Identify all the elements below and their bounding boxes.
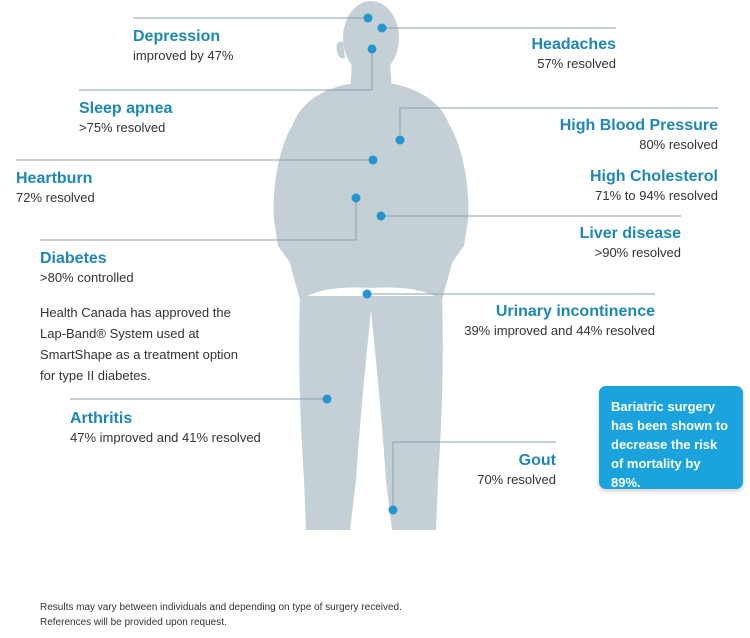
- heartburn-title: Heartburn: [16, 170, 93, 187]
- dot-high-blood-pressure: [396, 136, 405, 145]
- high-blood-pressure-title: High Blood Pressure: [559, 117, 718, 134]
- gout-detail: 70% resolved: [477, 472, 556, 487]
- gout-title: Gout: [518, 452, 556, 469]
- urinary-incontinence-detail: 39% improved and 44% resolved: [464, 323, 655, 338]
- dot-urinary-incontinence: [363, 290, 372, 299]
- label-arthritis: [70, 409, 261, 447]
- silhouette-legs: [299, 296, 443, 530]
- dot-depression: [364, 14, 373, 23]
- label-sleep-apnea: [79, 99, 172, 137]
- mortality-callout: Bariatric surgery has been shown to decrease the risk of mortality by 89%.: [599, 386, 743, 489]
- label-heartburn: [16, 169, 95, 207]
- dot-sleep-apnea: [368, 45, 377, 54]
- dot-gout: [389, 506, 398, 515]
- liver-disease-title: Liver disease: [579, 225, 681, 242]
- heartburn-detail: 72% resolved: [16, 190, 95, 205]
- high-blood-pressure-detail: 80% resolved: [639, 137, 718, 152]
- high-cholesterol-detail: 71% to 94% resolved: [595, 188, 718, 203]
- dot-arthritis: [323, 395, 332, 404]
- headaches-detail: 57% resolved: [537, 56, 616, 71]
- dot-heartburn: [369, 156, 378, 165]
- high-cholesterol-title: High Cholesterol: [589, 168, 718, 185]
- footer-line-2: References will be provided upon request.: [40, 617, 227, 628]
- footer-disclaimer: [40, 600, 402, 630]
- depression-detail: improved by 47%: [133, 48, 234, 63]
- diabetes-detail: >80% controlled: [40, 270, 134, 285]
- liver-disease-detail: >90% resolved: [594, 245, 681, 260]
- headaches-title: Headaches: [531, 36, 616, 53]
- label-depression: [133, 27, 233, 65]
- dot-liver-disease: [377, 212, 386, 221]
- diabetes-note: Health Canada has approved the Lap-Band® System used at SmartShape as a treatment option for type II diabetes.: [40, 305, 239, 383]
- human-silhouette: [274, 1, 469, 530]
- label-gout: [477, 451, 556, 489]
- urinary-incontinence-title: Urinary incontinence: [495, 303, 655, 320]
- sleep-apnea-title: Sleep apnea: [79, 100, 173, 117]
- arthritis-title: Arthritis: [70, 410, 133, 427]
- dot-headaches: [378, 24, 387, 33]
- silhouette-torso: [283, 84, 460, 300]
- arthritis-detail: 47% improved and 41% resolved: [70, 430, 261, 445]
- sleep-apnea-detail: >75% resolved: [79, 120, 166, 135]
- depression-title: Depression: [133, 28, 221, 45]
- label-liver-disease: [580, 224, 681, 262]
- label-high-blood-pressure: [560, 116, 718, 154]
- dot-diabetes: [352, 194, 361, 203]
- label-urinary-incontinence: [464, 302, 655, 340]
- footer-line-1: Results may vary between individuals and depending on type of surgery received.: [40, 602, 402, 613]
- label-high-cholesterol: [590, 167, 718, 205]
- label-headaches: [532, 35, 617, 73]
- label-diabetes: [40, 249, 134, 287]
- diabetes-title: Diabetes: [40, 250, 107, 267]
